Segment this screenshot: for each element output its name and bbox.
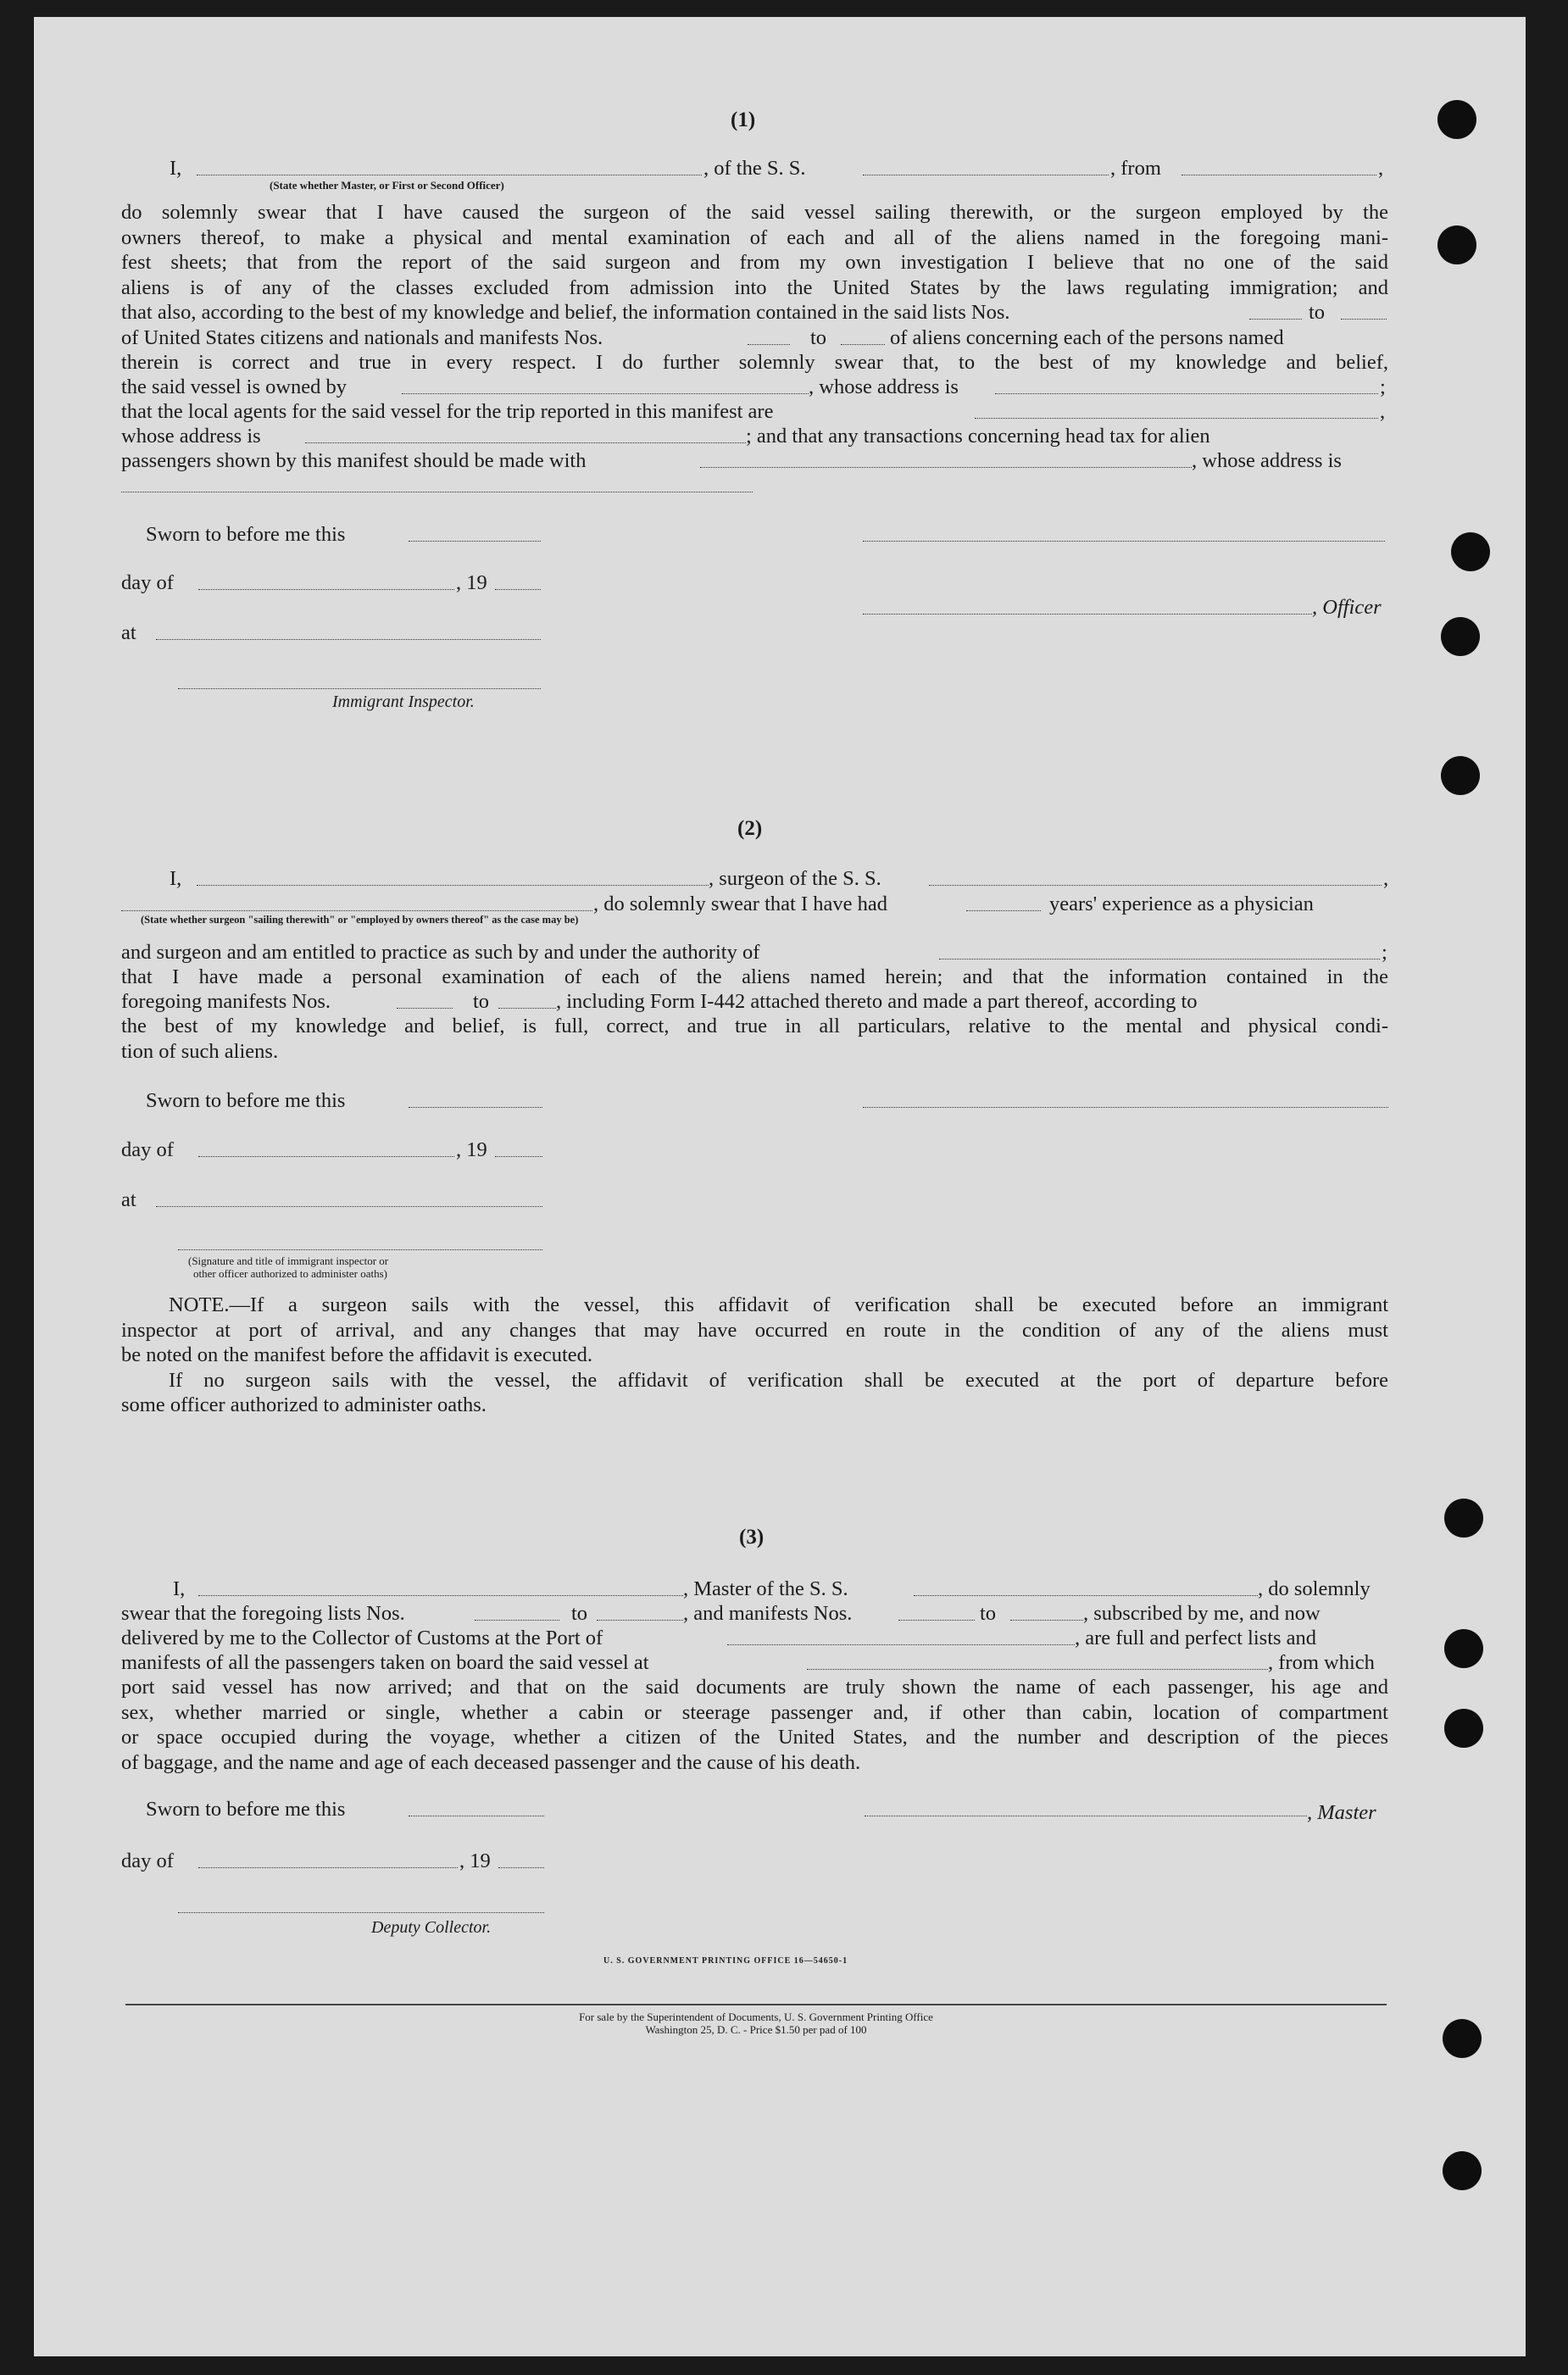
punch-hole <box>1437 100 1476 139</box>
s2-line1-i: I, <box>170 867 182 890</box>
s1-manifests-from-field[interactable] <box>748 344 790 345</box>
s1-paragraph <box>121 200 1388 300</box>
s1-text-6b: to <box>810 326 827 349</box>
s1-text-5b: to <box>1309 301 1326 324</box>
s2-sworn-label: Sworn to before me this <box>146 1089 346 1112</box>
s2-dayof-label: day of <box>121 1138 174 1161</box>
s1-text-line: do solemnly swear that I have caused the surgeon of the said vessel sailing therewith, or the surgeon employed by the <box>121 201 1388 224</box>
s1-text-11a: passengers shown by this manifest should be made with <box>121 449 587 472</box>
s3-sworn-label: Sworn to before me this <box>146 1798 346 1821</box>
s2-paragraph-4 <box>121 1014 1388 1064</box>
punch-hole <box>1437 225 1476 264</box>
s2-line2a: , do solemnly swear that I have had <box>593 893 887 915</box>
s1-inspector-label: Immigrant Inspector. <box>332 692 475 711</box>
s3-text-line: or space occupied during the voyage, whether a citizen of the United States, and the number and description of the pieces <box>121 1726 1388 1749</box>
s2-surgeon-name-field[interactable] <box>197 885 709 886</box>
s1-paragraph-7 <box>121 350 1388 375</box>
s2-sig-note-2: other officer authorized to administer oaths) <box>193 1267 387 1280</box>
s2-text-line: that I have made a personal examination of each of the aliens named herein; and that the information contained in the <box>121 965 1388 988</box>
s2-text-1a: and surgeon and am entitled to practice as such by and under the authority of <box>121 941 760 964</box>
punch-hole <box>1451 532 1490 571</box>
punch-hole <box>1444 1709 1483 1748</box>
s3-text-1a: swear that the foregoing lists Nos. <box>121 1602 405 1625</box>
s3-master-label: , Master <box>1307 1801 1376 1824</box>
s1-text-5a: that also, according to the best of my knowledge and belief, the information contained in the said lists Nos. <box>121 301 1010 324</box>
s2-text-line: tion of such aliens. <box>121 1039 279 1063</box>
s3-master-name-field[interactable] <box>198 1595 683 1596</box>
s1-month-field[interactable] <box>198 589 454 590</box>
s2-text-3c: , including Form I-442 attached thereto and made a part thereof, according to <box>556 990 1198 1013</box>
s2-note-line: inspector at port of arrival, and any changes that may have occurred en route in the condition of any of the aliens must <box>121 1318 1388 1342</box>
punch-hole <box>1443 2151 1482 2190</box>
s2-years-field[interactable] <box>966 910 1041 911</box>
s2-year-field[interactable] <box>495 1156 542 1157</box>
s2-year-label: , 19 <box>456 1138 487 1161</box>
s1-text-10a: whose address is <box>121 425 261 448</box>
s3-text-2b: , are full and perfect lists and <box>1075 1627 1317 1649</box>
s1-text-8a: the said vessel is owned by <box>121 375 348 398</box>
s3-text-1d: to <box>980 1602 997 1625</box>
s2-manifests-from-field[interactable] <box>397 1008 453 1009</box>
s1-rank-note: (State whether Master, or First or Second Officer) <box>270 179 504 192</box>
s3-manifests-to-field[interactable] <box>1010 1620 1083 1621</box>
s3-line1-end: , do solemnly <box>1258 1577 1371 1600</box>
s1-line1-end: , <box>1378 157 1384 180</box>
s1-text-6a: of United States citizens and nationals and manifests Nos. <box>121 326 603 349</box>
s1-dayof-label: day of <box>121 571 174 594</box>
s3-text-line: port said vessel has now arrived; and that on the said documents are truly shown the name of each passenger, his age and <box>121 1676 1388 1699</box>
s1-year-label: , 19 <box>456 571 487 594</box>
s2-note-paragraph <box>121 1293 1388 1418</box>
s3-text-2a: delivered by me to the Collector of Customs at the Port of <box>121 1627 603 1649</box>
s3-text-1c: , and manifests Nos. <box>683 1602 853 1625</box>
s1-text-8c: ; <box>1380 375 1386 398</box>
s3-text-1e: , subscribed by me, and now <box>1083 1602 1321 1625</box>
s1-line1-i: I, <box>170 157 182 180</box>
s2-official-signature-line[interactable] <box>178 1249 542 1250</box>
s1-line1-from: , from <box>1110 157 1161 180</box>
s2-note-line: be noted on the manifest before the affidavit is executed. <box>121 1343 593 1366</box>
s3-text-1b: to <box>571 1602 588 1625</box>
punch-hole <box>1441 617 1480 656</box>
s1-text-6c: of aliens concerning each of the persons named <box>890 326 1284 349</box>
section-1-number: (1) <box>731 108 756 131</box>
s3-text-3a: manifests of all the passengers taken on board the said vessel at <box>121 1651 649 1674</box>
s2-text-3b: to <box>473 990 490 1013</box>
s1-text-line: therein is correct and true in every respect. I do further solemnly swear that, to the best of my knowledge and belief, <box>121 351 1388 374</box>
s2-surgeon-type-field[interactable] <box>121 910 592 911</box>
s1-sworn-label: Sworn to before me this <box>146 523 346 546</box>
s2-type-note: (State whether surgeon "sailing therewith" or "employed by owners thereof" as the case may be) <box>141 914 579 926</box>
gpo-imprint: U. S. GOVERNMENT PRINTING OFFICE 16—54650-1 <box>603 1956 848 1966</box>
s1-text-line: owners thereof, to make a physical and mental examination of each and all of the aliens named in the foregoing mani- <box>121 225 1388 249</box>
s1-line1-ofss: , of the S. S. <box>703 157 806 180</box>
s1-manifests-to-field[interactable] <box>841 344 885 345</box>
s3-year-label: , 19 <box>459 1849 491 1872</box>
s1-inspector-signature-line[interactable] <box>178 688 541 689</box>
s1-text-10b: ; and that any transactions concerning head tax for alien <box>746 425 1210 448</box>
s1-officer-title-line[interactable] <box>863 614 1312 615</box>
s2-sworn-date-field[interactable] <box>409 1107 542 1108</box>
s2-line1-end: , <box>1383 867 1389 890</box>
punch-hole <box>1441 756 1480 795</box>
s1-text-line: aliens is of any of the classes excluded from admission into the United States by the laws regulating immigration; and <box>121 275 1388 299</box>
s1-sworn-date-field[interactable] <box>409 541 541 542</box>
s1-text-11b: , whose address is <box>1192 449 1342 472</box>
punch-hole <box>1444 1499 1483 1538</box>
s1-head-tax-contact-field[interactable] <box>700 467 1192 468</box>
s1-officer-signature-line[interactable] <box>863 541 1385 542</box>
s3-text-line: of baggage, and the name and age of each deceased passenger and the cause of his death. <box>121 1750 861 1774</box>
s3-text-3b: , from which <box>1268 1651 1375 1674</box>
s1-owner-field[interactable] <box>402 393 809 394</box>
punch-hole <box>1443 2019 1482 2058</box>
s1-agents-address-field[interactable] <box>305 442 746 443</box>
punch-hole <box>1444 1629 1483 1668</box>
s1-text-9a: that the local agents for the said vessel for the trip reported in this manifest are <box>121 400 774 423</box>
s3-ship-name-field[interactable] <box>914 1595 1258 1596</box>
s3-month-field[interactable] <box>198 1867 458 1868</box>
s2-manifests-to-field[interactable] <box>498 1008 556 1009</box>
s3-paragraph <box>121 1675 1388 1775</box>
s1-officer-label: , Officer <box>1312 596 1382 619</box>
s2-line2b: years' experience as a physician <box>1049 893 1314 915</box>
s2-month-field[interactable] <box>198 1156 454 1157</box>
s2-paragraph-2 <box>121 965 1388 990</box>
s2-text-3a: foregoing manifests Nos. <box>121 990 331 1013</box>
s1-text-line: fest sheets; that from the report of the said surgeon and from my own investigation I believe that no one of the said <box>121 251 1388 274</box>
s1-lists-to-field[interactable] <box>1341 319 1387 320</box>
s2-text-line: the best of my knowledge and belief, is full, correct, and true in all particulars, relative to the mental and physical condi- <box>121 1015 1388 1037</box>
s2-note-line: NOTE.—If a surgeon sails with the vessel, this affidavit of verification shall be executed before an immigrant <box>169 1293 1388 1316</box>
s2-at-place-field[interactable] <box>156 1206 542 1207</box>
s1-at-place-field[interactable] <box>156 639 541 640</box>
s2-note-line: some officer authorized to administer oaths. <box>121 1393 487 1416</box>
s1-text-8b: , whose address is <box>809 375 959 398</box>
s3-lists-from-field[interactable] <box>475 1620 559 1621</box>
s3-year-field[interactable] <box>498 1867 544 1868</box>
s2-sig-note-1: (Signature and title of immigrant inspector or <box>188 1254 389 1267</box>
s3-port-field[interactable] <box>727 1644 1075 1645</box>
section-2-number: (2) <box>737 817 763 840</box>
s1-lists-from-field[interactable] <box>1249 319 1302 320</box>
s3-line1-i: I, <box>173 1577 186 1600</box>
s2-note-line: If no surgeon sails with the vessel, the affidavit of verification shall be executed at the port of departure before <box>169 1368 1388 1392</box>
s1-agents-field[interactable] <box>975 418 1378 419</box>
s3-boarding-port-field[interactable] <box>807 1669 1268 1670</box>
s1-year-field[interactable] <box>495 589 541 590</box>
s3-deputy-label: Deputy Collector. <box>371 1918 492 1937</box>
s3-deputy-signature-line[interactable] <box>178 1912 544 1913</box>
s2-text-1b: ; <box>1382 941 1387 964</box>
s2-ship-name-field[interactable] <box>929 885 1382 886</box>
footer-rule <box>125 2004 1387 2005</box>
s2-at-label: at <box>121 1188 136 1211</box>
section-3-number: (3) <box>739 1526 765 1549</box>
s1-at-label: at <box>121 621 136 644</box>
s2-line1-surgeon: , surgeon of the S. S. <box>709 867 881 890</box>
s3-manifests-from-field[interactable] <box>898 1620 975 1621</box>
s2-surgeon-signature-line[interactable] <box>863 1107 1388 1108</box>
sale-notice-2: Washington 25, D. C. - Price $1.50 per pad of 100 <box>645 2023 867 2036</box>
s1-owner-address-field[interactable] <box>995 393 1378 394</box>
s3-text-line: sex, whether married or single, whether a cabin or steerage passenger and, if other than cabin, location of compartment <box>121 1700 1388 1724</box>
s3-lists-to-field[interactable] <box>597 1620 683 1621</box>
s3-dayof-label: day of <box>121 1849 174 1872</box>
s1-text-9b: , <box>1380 400 1386 423</box>
sale-notice-1: For sale by the Superintendent of Documents, U. S. Government Printing Office <box>579 2011 933 2023</box>
s3-line1-master: , Master of the S. S. <box>683 1577 848 1600</box>
